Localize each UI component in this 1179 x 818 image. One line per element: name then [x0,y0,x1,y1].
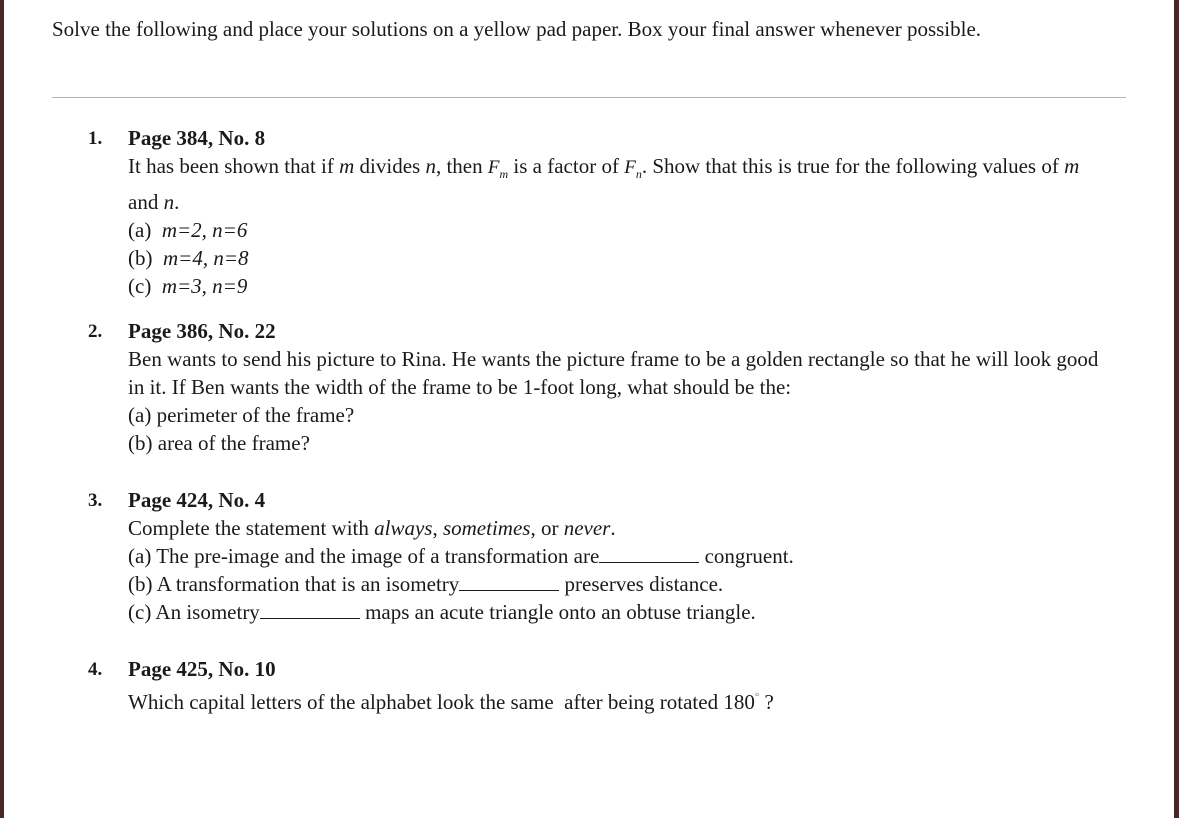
statement-text: . Show that this is true for the following values of [641,154,1065,178]
problem-number: 2. [88,321,103,342]
separator: , [432,516,443,540]
divider-line [52,97,1126,98]
word-always: always [374,516,433,540]
subscript-m: m [499,167,509,181]
word-never: never [563,516,611,540]
problem-2 [88,317,1148,457]
list-item [128,216,1148,244]
statement-text: divides [354,154,426,178]
problem-statement [128,683,1148,716]
item-label: (c) [128,600,152,624]
statement-text: is a factor of [513,154,625,178]
item-value: m=4, n=8 [163,246,249,270]
problem-number: 1. [88,128,103,149]
list-item [128,272,1148,300]
item-text: area of the frame? [157,431,310,455]
statement-text: Complete the statement with [128,516,375,540]
statement-text: . [174,190,180,214]
item-label: (a) [128,544,152,568]
problem-number: 3. [88,490,103,511]
item-value: m=3, n=9 [161,274,248,298]
problem-number: 4. [88,659,103,680]
fibonacci-symbol: F [624,157,636,178]
list-item [128,598,1148,626]
list-item [128,244,1148,272]
item-label: (c) [128,274,152,298]
word-sometimes: sometimes [442,516,531,540]
instructions: Solve the following and place your solutions on a yellow pad paper. Box your final answer whenever possible. [52,17,982,41]
item-label: (a) [128,403,152,427]
degree-mark: ° [754,691,760,703]
question-mark: ? [759,690,774,714]
item-label: (b) [128,246,153,270]
item-text: A transformation that is an isometry [156,572,460,596]
variable-m: m [1064,154,1080,178]
problem-title: Page 425, No. 10 [128,657,276,681]
answer-blank[interactable] [260,600,360,619]
statement-text: Which capital letters of the alphabet look the same after being rotated [128,690,724,714]
item-value: m=2, n=6 [161,218,248,242]
problem-statement [128,152,1088,216]
problem-1 [88,124,1148,300]
variable-n: n [425,154,436,178]
list-item [128,401,1148,429]
answer-blank[interactable] [599,544,699,563]
statement-text: , then [435,154,488,178]
item-label: (a) [128,218,152,242]
separator: . [610,516,616,540]
variable-m: m [339,154,355,178]
list-item [128,429,1148,457]
fibonacci-symbol: F [487,157,500,178]
problem-title: Page 384, No. 8 [128,126,266,150]
list-item [128,542,1148,570]
item-label: (b) [128,431,153,455]
item-text: maps an acute triangle onto an obtuse triangle. [365,600,756,624]
item-text: An isometry [155,600,260,624]
problem-4 [88,655,1148,716]
problem-title: Page 386, No. 22 [128,319,276,343]
item-text: congruent. [704,544,794,568]
item-label: (b) [128,572,153,596]
answer-blank[interactable] [459,572,559,591]
problem-title: Page 424, No. 4 [128,488,266,512]
problem-statement [128,514,1148,542]
worksheet-page [4,0,1174,818]
separator: , or [530,516,564,540]
item-text: preserves distance. [564,572,724,596]
variable-n: n [163,190,175,214]
statement-text: and [128,190,164,214]
statement-text: It has been shown that if [128,154,340,178]
problem-statement: Ben wants to send his picture to Rina. He wants the picture frame to be a golden rectangle so that he will look good in it. If Ben wants the width of the frame to be 1-foot long, what should be the: [128,347,1099,399]
problem-3 [88,486,1148,626]
angle-value: 180 [723,690,755,714]
subscript-n: n [635,167,642,181]
list-item [128,570,1148,598]
item-text: perimeter of the frame? [156,403,355,427]
item-text: The pre-image and the image of a transformation are [156,544,600,568]
